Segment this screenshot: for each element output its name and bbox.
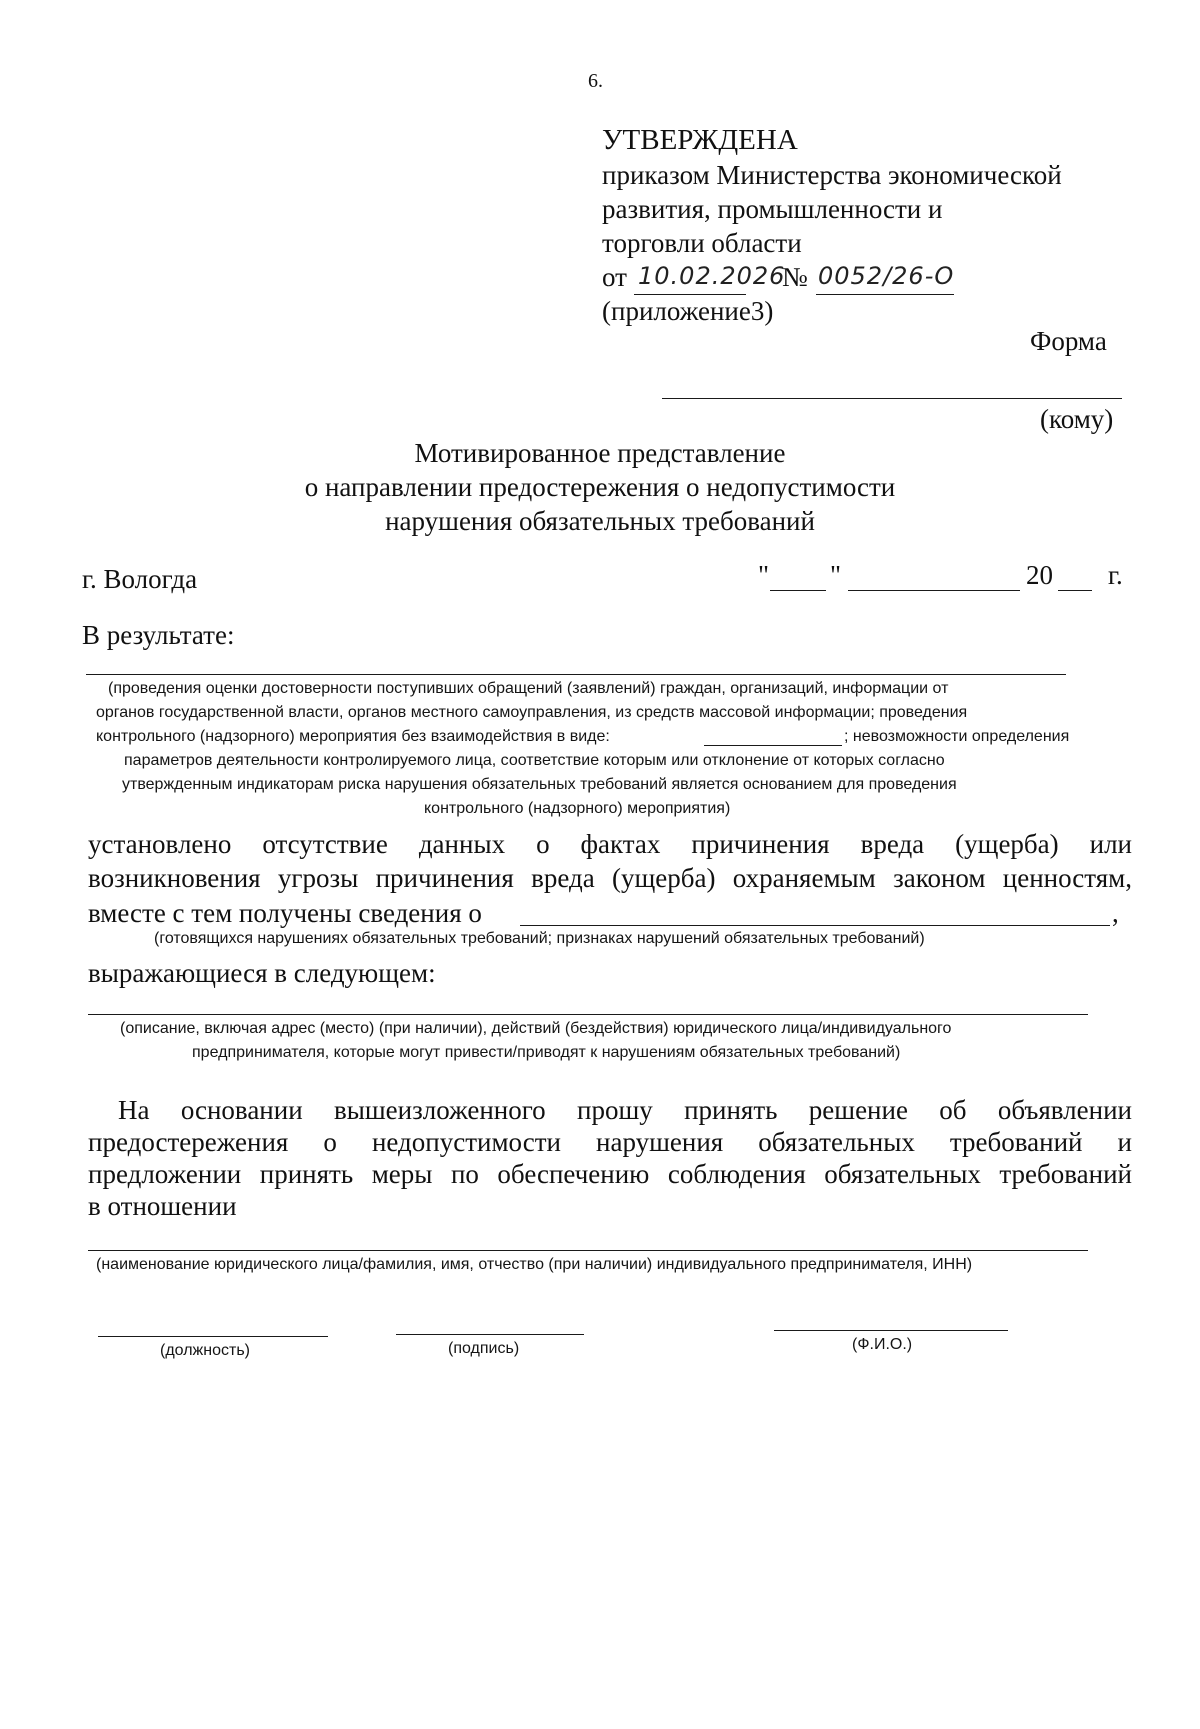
body1-line-2: возникновения угрозы причинения вреда (ущерба) охраняемым законом ценностям, xyxy=(88,863,1132,893)
title-line-2: о направлении предостережения о недопустимости xyxy=(304,472,896,502)
signature-line xyxy=(396,1334,584,1335)
body1-line-1: установлено отсутствие данных о фактах причинения вреда (ущерба) или xyxy=(88,829,1132,859)
result-line xyxy=(86,674,1066,675)
approval-title: УТВЕРЖДЕНА xyxy=(602,124,798,156)
result-caption-line-5: утвержденным индикаторам риска нарушения обязательных требований является основанием для проведения xyxy=(122,776,957,793)
facts-line xyxy=(520,925,1110,926)
title-line-1: Мотивированное представление xyxy=(414,438,786,468)
approval-number-value: 0052/26-О xyxy=(818,262,955,290)
approval-number-underline xyxy=(816,294,954,295)
entity-line xyxy=(88,1250,1088,1251)
year-prefix: 20 xyxy=(1026,560,1053,590)
form-label: Форма xyxy=(1030,326,1107,356)
approval-appendix: (приложение3) xyxy=(602,296,774,326)
signature-caption: (подпись) xyxy=(448,1340,520,1357)
date-open-quote: " xyxy=(758,560,770,590)
description-caption-line-2: предпринимателя, которые могут привести/приводят к нарушениям обязательных требований) xyxy=(192,1044,901,1061)
body1-caption: (готовящихся нарушениях обязательных требований; признаках нарушений обязательных требований) xyxy=(154,930,925,947)
year-field-line xyxy=(1058,590,1092,591)
inspection-type-line xyxy=(704,745,842,746)
result-caption-line-6: контрольного (надзорного) мероприятия) xyxy=(424,800,731,817)
approval-line-1: приказом Министерства экономической xyxy=(602,160,1062,190)
month-field-line xyxy=(848,590,1020,591)
result-caption-line-2: органов государственной власти, органов местного самоуправления, из средств массовой информации; проведения xyxy=(96,704,968,721)
day-field-line xyxy=(770,590,826,591)
approval-date-underline xyxy=(634,294,746,295)
recipient-caption: (кому) xyxy=(1040,404,1114,434)
approval-number-sign: № xyxy=(782,262,808,292)
year-suffix: г. xyxy=(1108,560,1123,590)
request-line-3: предложении принять меры по обеспечению соблюдения обязательных требований xyxy=(88,1159,1132,1189)
body1-line-3-end: , xyxy=(1112,898,1119,928)
approval-date-value: 10.02.2026 xyxy=(638,262,786,290)
approval-line-3: торговли области xyxy=(602,228,802,258)
position-line xyxy=(98,1336,328,1337)
entity-caption: (наименование юридического лица/фамилия, имя, отчество (при наличии) индивидуального предпринимателя, ИНН) xyxy=(96,1256,973,1273)
title-line-3: нарушения обязательных требований xyxy=(385,506,815,536)
position-caption: (должность) xyxy=(160,1342,250,1359)
request-line-1: На основании вышеизложенного прошу принять решение об объявлении xyxy=(118,1095,1132,1125)
result-caption-line-3a: контрольного (надзорного) мероприятия без взаимодействия в виде: xyxy=(96,728,610,745)
approval-date-prefix: от xyxy=(602,262,627,292)
request-line-2: предостережения о недопустимости нарушения обязательных требований и xyxy=(88,1127,1132,1157)
body1-line-3: вместе с тем получены сведения о xyxy=(88,898,482,928)
name-caption: (Ф.И.О.) xyxy=(852,1336,913,1353)
expressed-label: выражающиеся в следующем: xyxy=(88,958,436,988)
request-line-4: в отношении xyxy=(88,1191,237,1221)
name-line xyxy=(774,1330,1008,1331)
city: г. Вологда xyxy=(82,564,198,594)
approval-line-2: развития, промышленности и xyxy=(602,194,943,224)
date-close-quote: " xyxy=(830,560,842,590)
recipient-line xyxy=(662,398,1122,399)
result-caption-line-3b: ; невозможности определения xyxy=(844,728,1070,745)
result-label: В результате: xyxy=(82,620,235,650)
result-caption-line-1: (проведения оценки достоверности поступивших обращений (заявлений) граждан, организаций, информации от xyxy=(108,680,949,697)
description-line xyxy=(88,1014,1088,1015)
result-caption-line-4: параметров деятельности контролируемого лица, соответствие которым или отклонение от которых согласно xyxy=(124,752,945,769)
page-number: 6. xyxy=(588,70,603,92)
description-caption-line-1: (описание, включая адрес (место) (при наличии), действий (бездействия) юридического лица/индивидуального xyxy=(120,1020,952,1037)
